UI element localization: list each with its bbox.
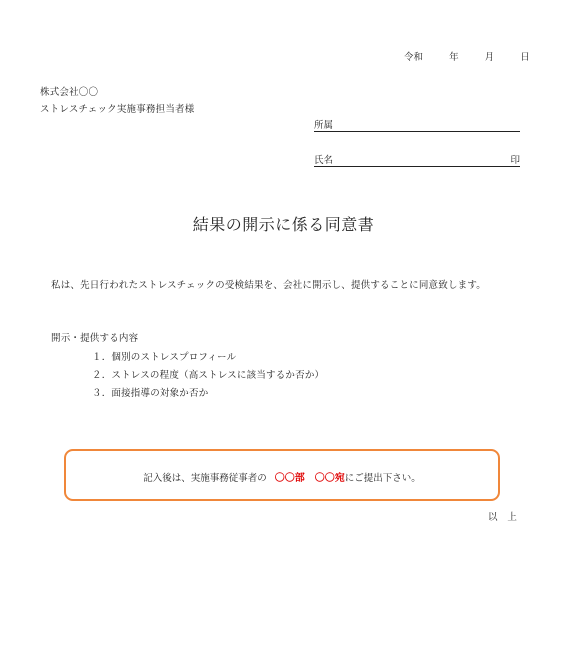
disclosure-item: ３．面接指導の対象か否か xyxy=(92,388,209,399)
era-label: 令和 xyxy=(404,52,424,63)
notice-suffix: にご提出下さい。 xyxy=(344,473,421,484)
name-label: 氏名 xyxy=(314,155,334,166)
addressee-person: ストレスチェック実施事務担当者様 xyxy=(40,104,195,115)
document-title: 結果の開示に係る同意書 xyxy=(192,215,375,234)
day-label: 日 xyxy=(520,52,530,63)
disclosure-section-label: 開示・提供する内容 xyxy=(51,333,139,344)
submission-notice-box xyxy=(64,449,500,501)
affiliation-field[interactable] xyxy=(314,117,520,132)
seal-mark: 印 xyxy=(510,155,520,166)
addressee-company: 株式会社〇〇 xyxy=(40,87,99,98)
consent-statement: 私は、先日行われたストレスチェックの受検結果を、会社に開示し、提供することに同意致します。 xyxy=(51,280,486,291)
disclosure-item: １．個別のストレスプロフィール xyxy=(92,352,237,363)
submission-notice-text xyxy=(66,469,498,484)
name-field[interactable] xyxy=(314,152,520,167)
disclosure-item: ２．ストレスの程度（高ストレスに該当するか否か） xyxy=(92,370,325,381)
notice-prefix: 記入後は、実施事務従事者の xyxy=(143,473,267,484)
affiliation-label: 所属 xyxy=(314,120,334,131)
month-label: 月 xyxy=(484,52,495,63)
end-mark: 以 上 xyxy=(488,512,518,523)
notice-department: 〇〇部 〇〇宛 xyxy=(274,473,345,484)
date-line xyxy=(404,49,530,63)
year-label: 年 xyxy=(449,52,459,63)
